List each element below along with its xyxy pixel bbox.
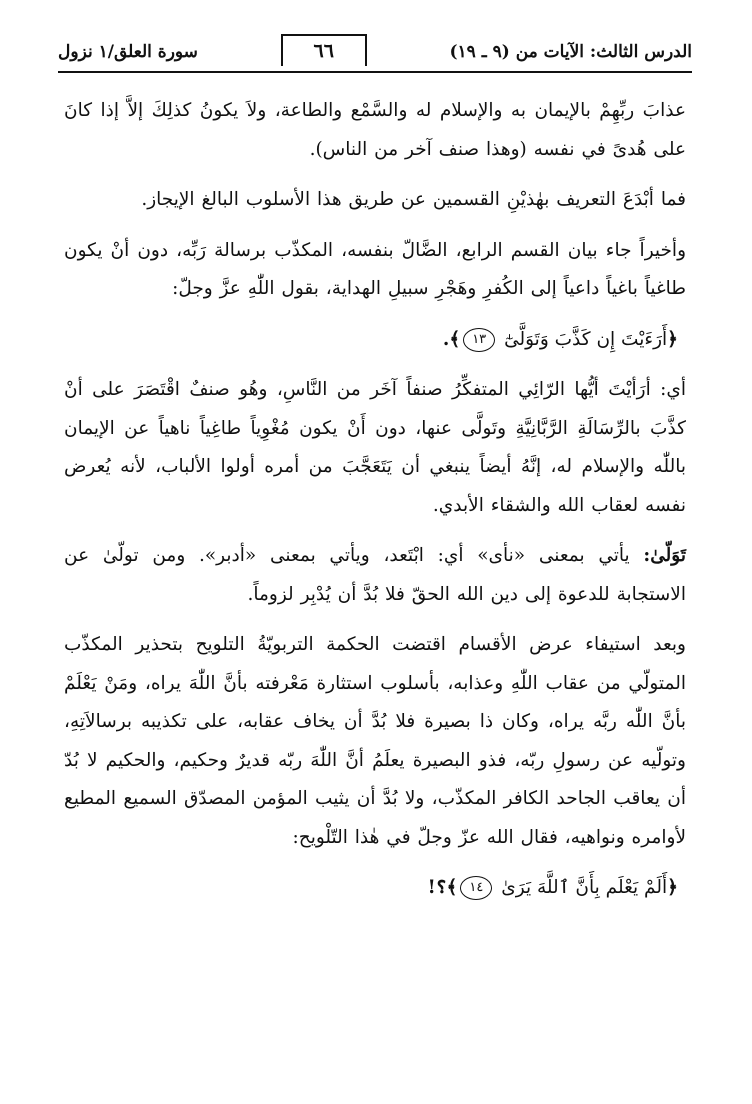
- page-body: [64, 92, 686, 908]
- surah-title: سورة العلق/١ نزول: [58, 42, 198, 62]
- term-tawalla: تَوَلّىٰ:: [643, 545, 686, 566]
- verse-close-bracket: ﴾؟!: [427, 877, 458, 898]
- verse-open-bracket: ﴿: [667, 328, 678, 350]
- paragraph-2: فما أبْدَعَ التعريف بهٰذيْنِ القسمين عن طريق هذا الأسلوب البالغ الإيجاز.: [141, 189, 686, 210]
- header-rule: [58, 71, 692, 73]
- verse-open-bracket: ﴿: [667, 877, 678, 898]
- paragraph-4: أي: أرَأيْتَ أيُّها الرّائِي المتفكِّرُ صنفاً آخَر من النَّاسِ، وهُو صنفٌ اقْتَصَرَ على أنْ كذَّبَ بالرِّسَالَةِ الرَّبَّانِيَّةِ وتَولَّى عنها، دون أَنْ يكون مُغْوِياً طاغِياً ناهياً عن الإيمان باللّٰه والإسلام له، إنَّهُ أيضاً ينبغي أن يَتَعَجَّبَ من أمره أولوا الألباب، لأنه يُعرض نفسه لعقاب الله والشقاء الأبدي.: [64, 379, 686, 516]
- term-explanation: يأتي بمعنى «نأى» أي: ابْتَعد، ويأتي بمعنى «أدبر». ومن تولّىٰ عن الاستجابة للدعوة إلى دين الله الحقّ فلا بُدَّ أن يُدْبِر لزوماً.: [64, 545, 686, 605]
- page-number: ٦٦: [281, 34, 367, 66]
- paragraph-6: وبعد استيفاء عرض الأقسام اقتضت الحكمة التربويّةُ التلويح بتحذير المكذّب المتولّي من عقاب اللّٰهِ وعذابه، بأسلوب استثارة مَعْرفته بأنَّ اللّٰهَ يراه، ومَنْ يَعْلَمْ بأنَّ اللّٰه ربَّه يراه، وكان ذا بصيرة فلا بُدَّ أن يخاف عقابه، على تكذيبه برسالاَتِهِ، وتولّيه عن رسولِ ربّه، فذو البصيرة يعلَمُ أنَّ اللّٰهَ ربّه قديرٌ وحكيم، والحكيم لا بُدّ أن يعاقب الجاحد الكافر المكذّب، ولا بُدَّ أن يثيب المؤمن المصدّق السميع المطيع لأوامره ونواهيه، فقال الله عزّ وجلّ في هٰذا التّلْويح:: [64, 634, 686, 848]
- verse-text: أَلَمْ يَعْلَم بِأَنَّ ٱللَّهَ يَرَىٰ: [501, 877, 668, 898]
- paragraph-5: [64, 537, 686, 614]
- paragraph-3: وأخيراً جاء بيان القسم الرابع، الضَّالّ بنفسه، المكذّب برسالة رَبِّه، دون أنْ يكون طاغياً باغياً داعياً إلى الكُفرِ وهَجْرِ سبيلِ الهداية، بقول اللّٰهِ عزَّ وجلّ:: [64, 239, 686, 299]
- paragraph-1: عذابَ ربِّهِمْ بالإيمان به والإسلام له والسَّمْع والطاعة، ولاَ يكونُ كذلِكَ إلاَّ إذا كانَ على هُدىً في نفسه (وهذا صنف آخر من الناس).: [64, 100, 686, 160]
- ayah-number-badge: ١٤: [460, 876, 492, 900]
- quran-verse-13: [64, 321, 686, 360]
- ayah-number-badge: ١٣: [463, 328, 495, 352]
- page-header: [58, 30, 692, 70]
- verse-close-bracket: ﴾.: [442, 328, 461, 350]
- verse-text: أَرَءَيْتَ إِن كَذَّبَ وَتَوَلَّىٰٓ: [504, 328, 668, 350]
- quran-verse-14: [64, 869, 686, 908]
- lesson-title: الدرس الثالث: الآيات من (٩ ـ ١٩): [449, 42, 692, 62]
